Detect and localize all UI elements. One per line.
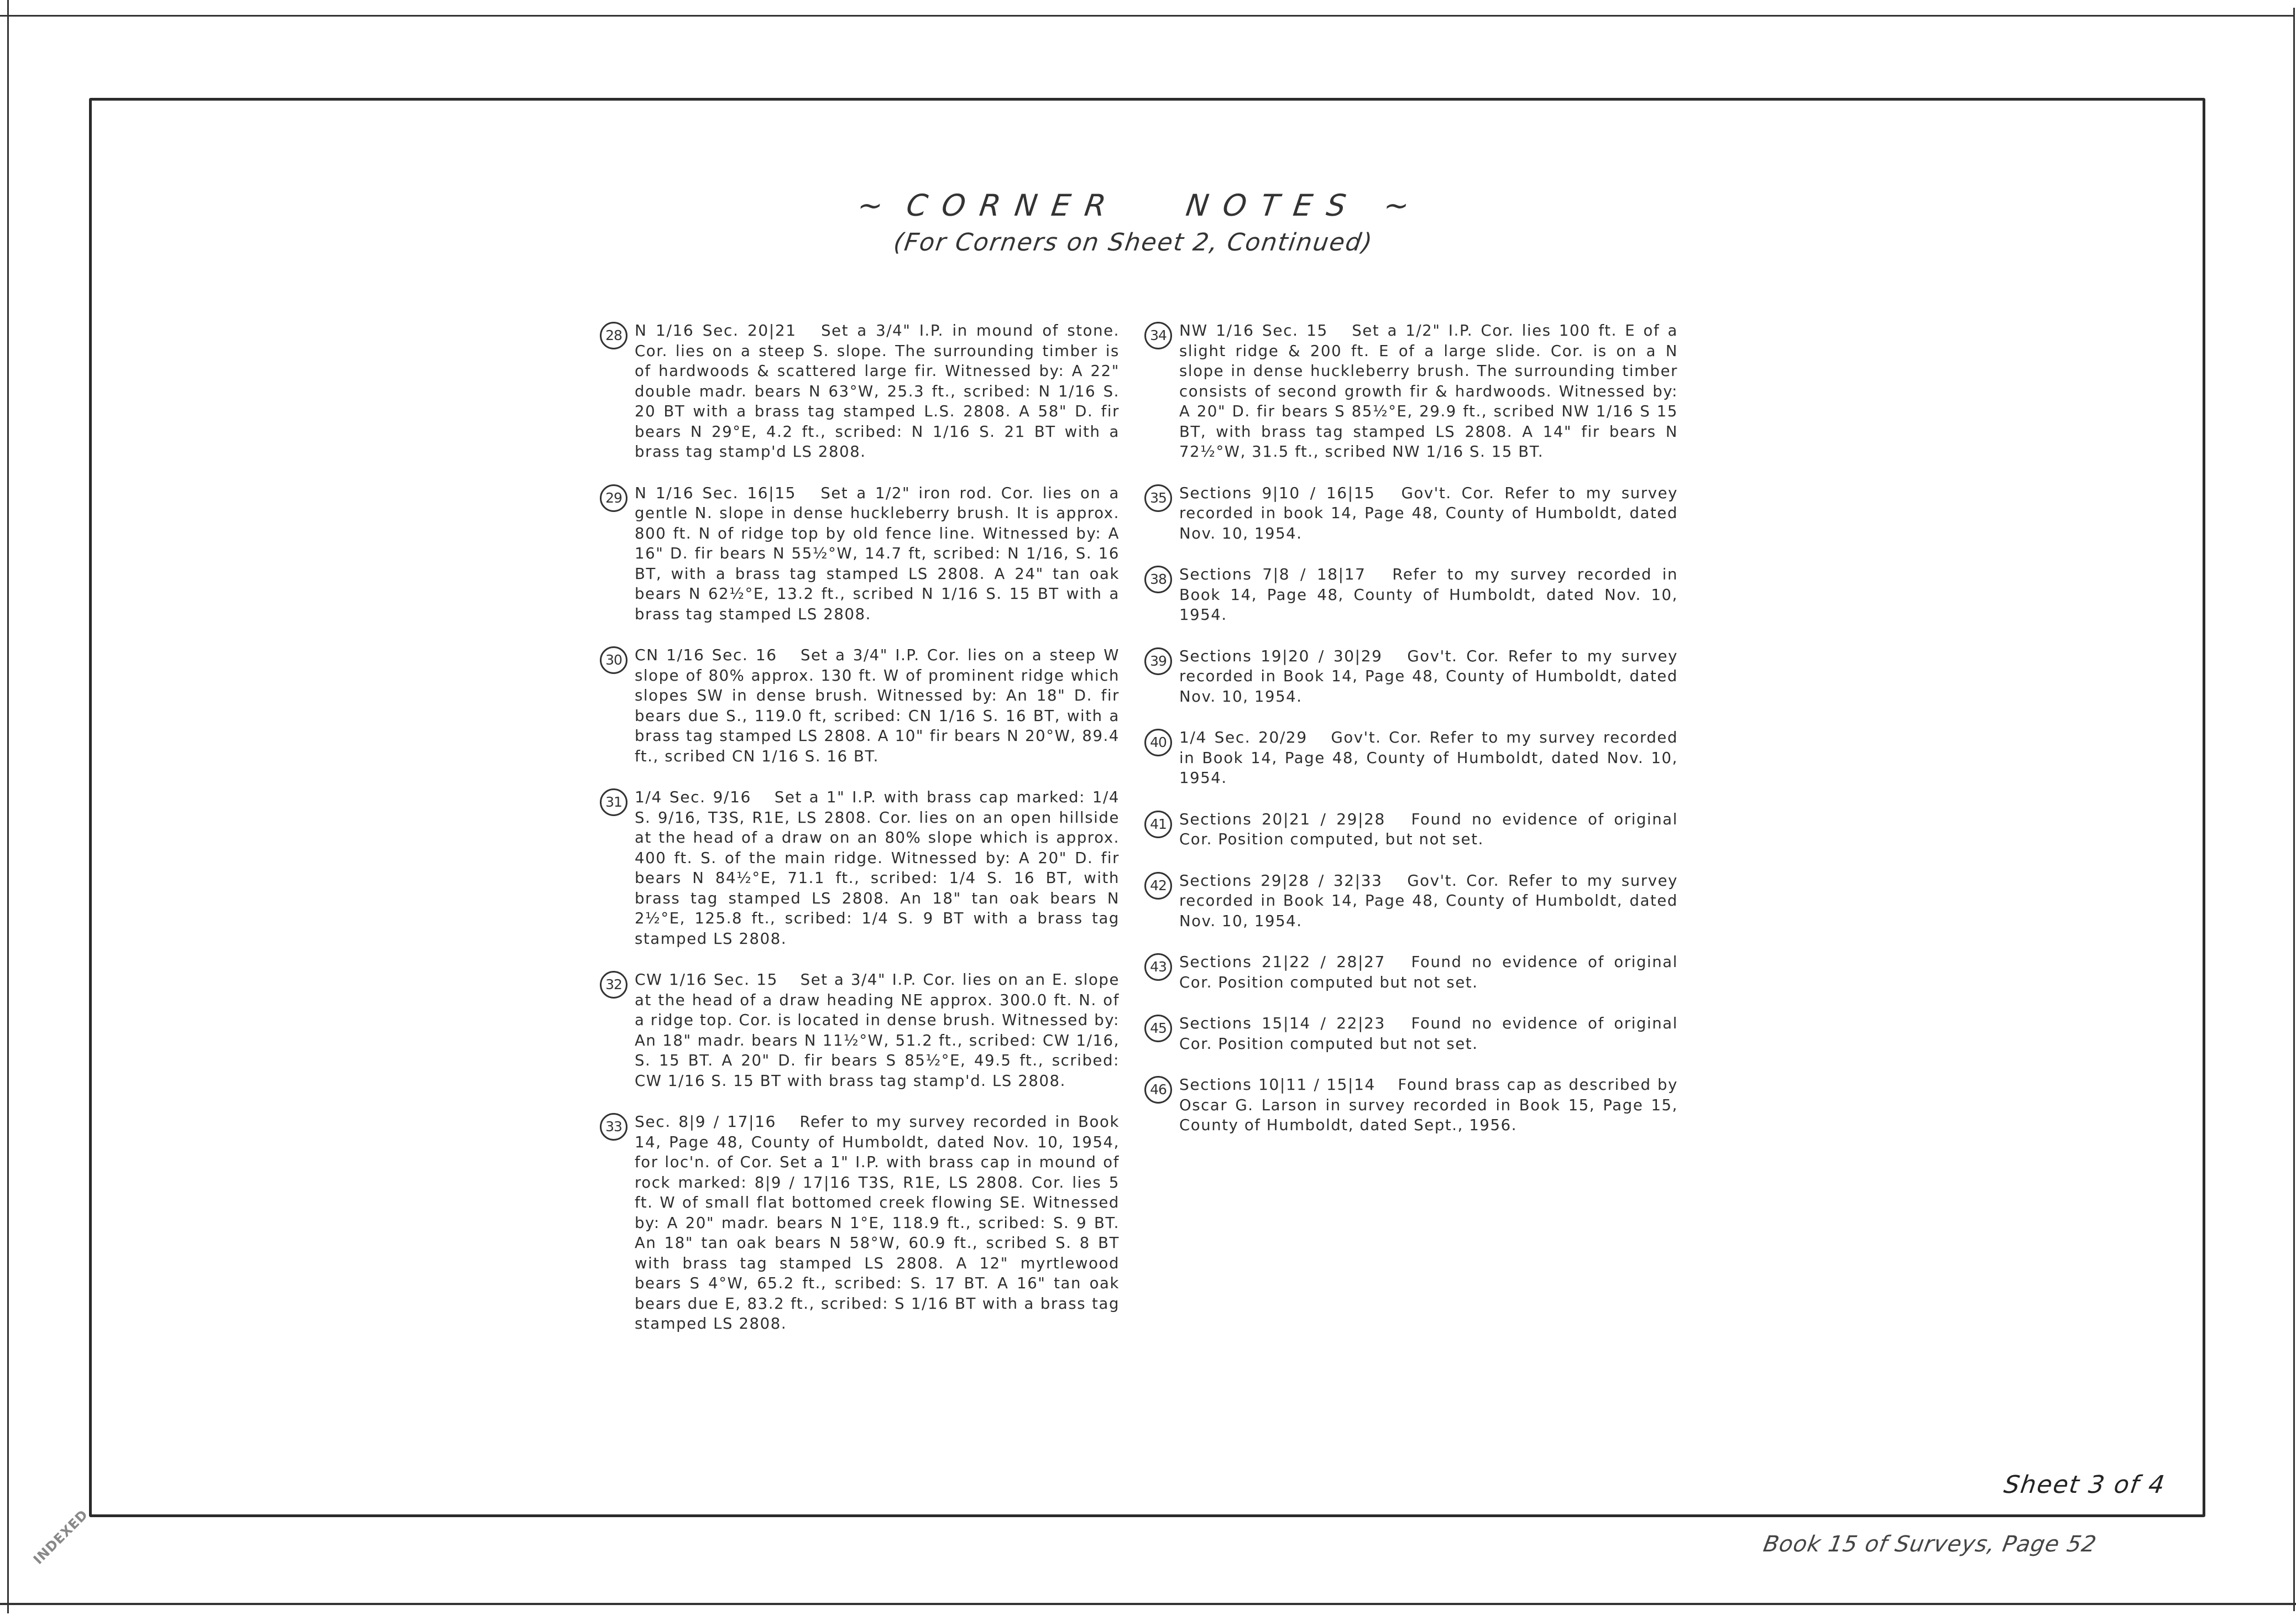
note-number-circle-icon: 39 bbox=[1144, 647, 1172, 675]
note-heading: N 1/16 Sec. 16|15 bbox=[635, 483, 797, 502]
note-text: Found brass cap as described by Oscar G. Larson in survey recorded in Book 15, Page 15, County of Humboldt, dated Sept., 1956. bbox=[1179, 1076, 1678, 1134]
note-number-circle-icon: 46 bbox=[1144, 1076, 1172, 1104]
note-body bbox=[1179, 952, 1678, 992]
note-heading: NW 1/16 Sec. 15 bbox=[1179, 321, 1328, 339]
note-number-circle-icon: 40 bbox=[1144, 729, 1172, 756]
note-number-circle-icon: 28 bbox=[600, 322, 627, 349]
page-subtitle: (For Corners on Sheet 2, Continued) bbox=[892, 228, 1375, 257]
note-body bbox=[635, 1112, 1120, 1334]
note-text: Gov't. Cor. Refer to my survey recorded in book 14, Page 48, County of Humboldt, dated Nov. 10, 1954. bbox=[1179, 484, 1678, 542]
corner-note bbox=[1144, 321, 1678, 462]
note-body bbox=[1179, 565, 1678, 625]
note-body bbox=[1179, 321, 1678, 462]
corner-note bbox=[600, 970, 1120, 1091]
tilde-ornament-icon: ~ bbox=[1381, 188, 1411, 223]
note-number-circle-icon: 43 bbox=[1144, 953, 1172, 981]
note-text: Refer to my survey recorded in Book 14, Page 48, County of Humboldt, dated Nov. 10, 1954, for loc'n. of Cor. Set a 1" I.P. with brass cap in mound of rock marked: 8|9 / 17|16 T3S, R1E, LS 2808. Cor. lies 5 ft. W of small flat bottomed creek flowing SE. Witnessed by: A 20" madr. bears N 1°E, 118.9 ft., scribed: S. 9 BT. An 18" tan oak bears N 58°W, 60.9 ft., scribed S. 8 BT with brass tag stamped LS 2808. A 12" myrtlewood bears S 4°W, 65.2 ft., scribed: S. 17 BT. A 16" tan oak bears due E, 83.2 ft., scribed: S 1/16 BT with a brass tag stamped LS 2808. bbox=[635, 1113, 1120, 1332]
note-heading: Sections 15|14 / 22|23 bbox=[1179, 1014, 1385, 1032]
note-body bbox=[1179, 646, 1678, 707]
note-heading: N 1/16 Sec. 20|21 bbox=[635, 321, 797, 339]
notes-column-left bbox=[600, 321, 1120, 1355]
note-text: Set a 3/4" I.P. Cor. lies on an E. slope at the head of a draw heading NE approx. 300.0 ft. N. of a ridge top. Cor. is located in dense brush. Witnessed by: An 18" madr. bears N 11½°W, 51.2 ft., scribed: CW 1/16, S. 15 BT. A 20" D. fir bears S 85½°E, 49.5 ft., scribed: CW 1/16 S. 15 BT with brass tag stamp'd. LS 2808. bbox=[635, 971, 1120, 1090]
note-body bbox=[1179, 809, 1678, 850]
note-heading: Sections 29|28 / 32|33 bbox=[1179, 871, 1383, 890]
corner-note bbox=[1144, 565, 1678, 625]
note-heading: CN 1/16 Sec. 16 bbox=[635, 646, 777, 664]
note-body bbox=[635, 483, 1120, 625]
note-body bbox=[635, 321, 1120, 462]
note-text: Gov't. Cor. Refer to my survey recorded in Book 14, Page 48, County of Humboldt, dated Nov. 10, 1954. bbox=[1179, 871, 1678, 930]
note-heading: Sec. 8|9 / 17|16 bbox=[635, 1112, 776, 1131]
corner-note bbox=[600, 787, 1120, 949]
outer-border-bottom bbox=[0, 1603, 2296, 1605]
outer-border-top bbox=[0, 15, 2294, 17]
note-body bbox=[1179, 871, 1678, 932]
corner-note bbox=[1144, 728, 1678, 788]
note-heading: 1/4 Sec. 9/16 bbox=[635, 788, 751, 806]
note-number-circle-icon: 45 bbox=[1144, 1015, 1172, 1042]
note-number-circle-icon: 42 bbox=[1144, 872, 1172, 900]
corner-note bbox=[600, 1112, 1120, 1334]
sheet-number-label: Sheet 3 of 4 bbox=[2002, 1471, 2168, 1499]
note-body bbox=[635, 787, 1120, 949]
note-text: Gov't. Cor. Refer to my survey recorded in Book 14, Page 48, County of Humboldt, dated Nov. 10, 1954. bbox=[1179, 729, 1678, 787]
note-number-circle-icon: 35 bbox=[1144, 484, 1172, 512]
corner-note bbox=[1144, 952, 1678, 992]
note-body bbox=[1179, 483, 1678, 544]
note-heading: CW 1/16 Sec. 15 bbox=[635, 970, 778, 989]
note-number-circle-icon: 38 bbox=[1144, 566, 1172, 593]
corner-note bbox=[600, 483, 1120, 625]
notes-column-right bbox=[1144, 321, 1678, 1157]
title-block bbox=[829, 188, 1437, 257]
note-body bbox=[635, 970, 1120, 1091]
corner-note bbox=[1144, 1013, 1678, 1054]
corner-note bbox=[1144, 646, 1678, 707]
corner-note bbox=[1144, 871, 1678, 932]
note-text: Set a 1/2" I.P. Cor. lies 100 ft. E of a slight ridge & 200 ft. E of a large slide. Cor. is on a N slope in dense huckleberry brush. The surrounding timber consists of second growth fir & hardwoods. Witnessed by: A 20" D. fir bears S 85½°E, 29.9 ft., scribed NW 1/16 S 15 BT, with brass tag stamped LS 2808. A 14" fir bears N 72½°W, 31.5 ft., scribed NW 1/16 S. 15 BT. bbox=[1179, 322, 1678, 461]
corner-note bbox=[1144, 809, 1678, 850]
note-heading: 1/4 Sec. 20/29 bbox=[1179, 728, 1307, 746]
note-body bbox=[1179, 1075, 1678, 1136]
note-text: Refer to my survey recorded in Book 14, Page 48, County of Humboldt, dated Nov. 10, 1954. bbox=[1179, 566, 1678, 624]
page-title bbox=[827, 188, 1440, 223]
note-text: Found no evidence of original Cor. Position computed, but not set. bbox=[1179, 810, 1678, 848]
outer-border-left bbox=[7, 0, 9, 1613]
title-word-corner: CORNER bbox=[904, 188, 1123, 223]
note-body bbox=[1179, 1013, 1678, 1054]
note-text: Set a 3/4" I.P. in mound of stone. Cor. lies on a steep S. slope. The surrounding timber is of hardwoods & scattered large fir. Witnessed by: A 22" double madr. bears N 63°W, 25.3 ft., scribed: N 1/16 S. 20 BT with a brass tag stamped L.S. 2808. A 58" D. fir bears N 29°E, 4.2 ft., scribed: N 1/16 S. 21 BT with a brass tag stamp'd LS 2808. bbox=[635, 322, 1120, 461]
note-text: Found no evidence of original Cor. Position computed but not set. bbox=[1179, 1015, 1678, 1053]
note-heading: Sections 21|22 / 28|27 bbox=[1179, 953, 1385, 971]
note-number-circle-icon: 41 bbox=[1144, 811, 1172, 838]
note-text: Set a 1/2" iron rod. Cor. lies on a gentle N. slope in dense huckleberry brush. It is approx. 800 ft. N of ridge top by old fence line. Witnessed by: A 16" D. fir bears N 55½°W, 14.7 ft, scribed: N 1/16, S. 16 BT, with a brass tag stamped LS 2808. A 24" tan oak bears N 62½°E, 13.2 ft., scribed N 1/16 S. 15 BT with a brass tag stamped LS 2808. bbox=[635, 484, 1120, 623]
note-number-circle-icon: 32 bbox=[600, 971, 627, 999]
note-text: Set a 1" I.P. with brass cap marked: 1/4 S. 9/16, T3S, R1E, LS 2808. Cor. lies on an open hillside at the head of a draw on an 80% slope which is approx. 400 ft. S. of the main ridge. Witnessed by: A 20" D. fir bears N 84½°E, 71.1 ft., scribed: 1/4 S. 16 BT, with brass tag stamped LS 2808. An 18" tan oak bears N 2½°E, 125.8 ft., scribed: 1/4 S. 9 BT with a brass tag stamped LS 2808. bbox=[635, 788, 1120, 948]
note-heading: Sections 10|11 / 15|14 bbox=[1179, 1075, 1375, 1094]
corner-note bbox=[600, 321, 1120, 462]
note-number-circle-icon: 34 bbox=[1144, 322, 1172, 349]
title-word-notes: NOTES bbox=[1184, 188, 1363, 223]
note-heading: Sections 7|8 / 18|17 bbox=[1179, 565, 1366, 583]
outer-border-right bbox=[2293, 8, 2295, 1611]
corner-note bbox=[1144, 483, 1678, 544]
note-text: Set a 3/4" I.P. Cor. lies on a steep W slope of 80% approx. 130 ft. W of prominent ridge which slopes SW in dense brush. Witnessed by: An 18" D. fir bears due S., 119.0 ft, scribed: CN 1/16 S. 16 BT, with a brass tag stamped LS 2808. A 10" fir bears N 20°W, 89.4 ft., scribed CN 1/16 S. 16 BT. bbox=[635, 646, 1120, 765]
tilde-ornament-icon: ~ bbox=[855, 188, 886, 223]
corner-note bbox=[1144, 1075, 1678, 1136]
book-reference-label: Book 15 of Surveys, Page 52 bbox=[1761, 1532, 2099, 1557]
note-text: Found no evidence of original Cor. Position computed but not set. bbox=[1179, 953, 1678, 991]
corner-note bbox=[600, 645, 1120, 766]
note-number-circle-icon: 33 bbox=[600, 1113, 627, 1141]
note-heading: Sections 20|21 / 29|28 bbox=[1179, 809, 1385, 828]
note-number-circle-icon: 31 bbox=[600, 788, 627, 816]
note-body bbox=[1179, 728, 1678, 788]
note-text: Gov't. Cor. Refer to my survey recorded in Book 14, Page 48, County of Humboldt, dated Nov. 10, 1954. bbox=[1179, 647, 1678, 706]
note-heading: Sections 19|20 / 30|29 bbox=[1179, 646, 1383, 665]
note-body bbox=[635, 645, 1120, 766]
note-number-circle-icon: 30 bbox=[600, 646, 627, 674]
note-number-circle-icon: 29 bbox=[600, 484, 627, 512]
note-heading: Sections 9|10 / 16|15 bbox=[1179, 483, 1375, 502]
indexed-stamp: INDEXED bbox=[30, 1507, 91, 1567]
